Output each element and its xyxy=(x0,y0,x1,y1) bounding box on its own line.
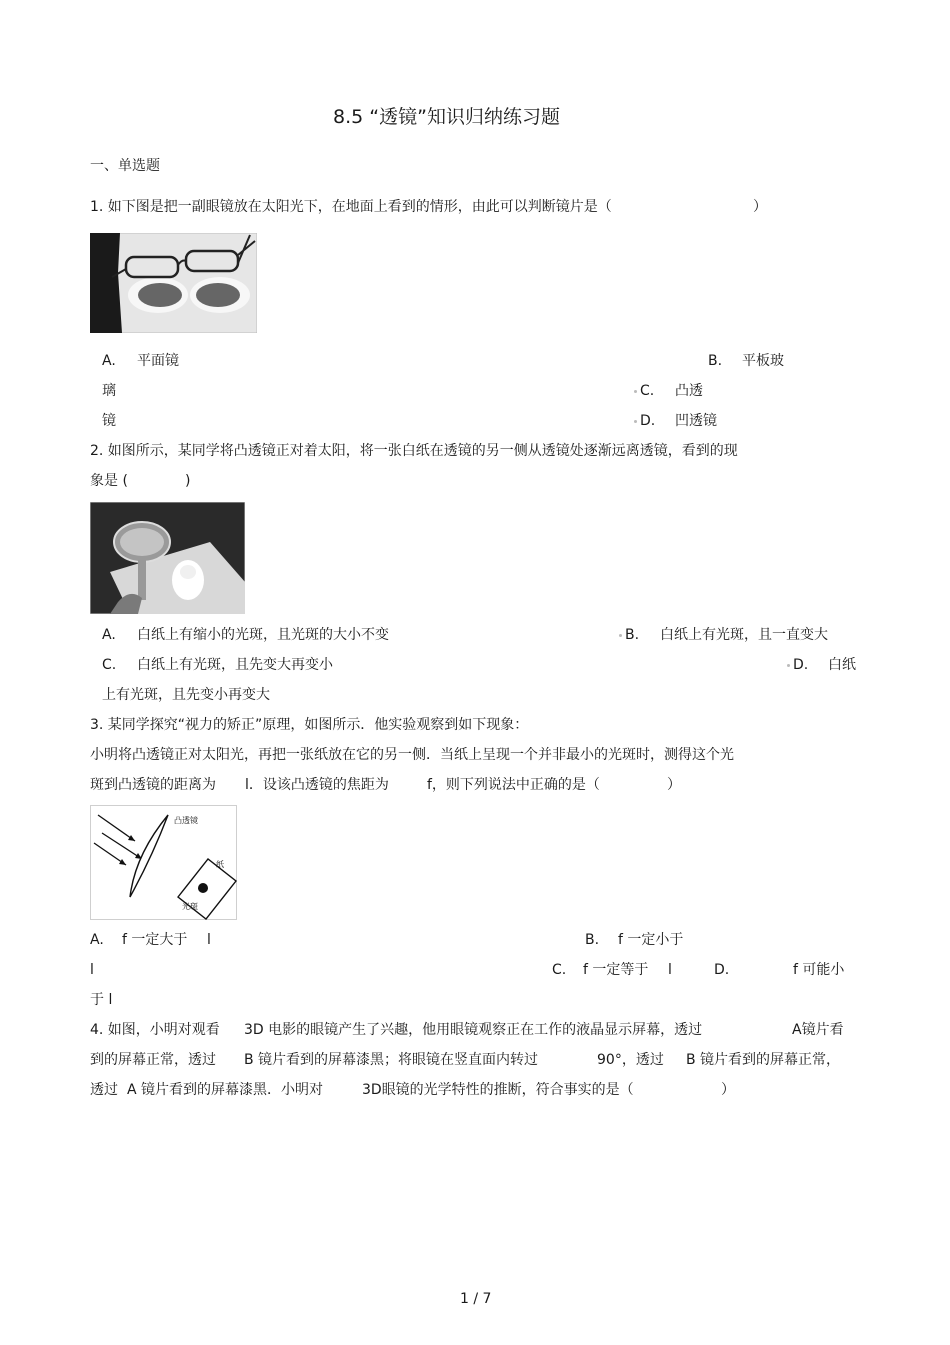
q3-stem-line3b: l．设该凸透镜的焦距为 xyxy=(245,777,389,793)
lens-label: 凸透镜 xyxy=(174,816,198,825)
q1-option-b-label: B. xyxy=(708,353,723,369)
q2-option-c-text: 白纸上有光斑，且先变大再变小 xyxy=(137,657,333,673)
q3-figure-lens-diagram xyxy=(90,805,237,920)
separator-dot xyxy=(634,420,637,423)
q2-option-c-label: C. xyxy=(102,657,117,673)
q2-figure-lens-photo xyxy=(90,502,245,614)
q3-stem-line2: 小明将凸透镜正对太阳光，再把一张纸放在它的另一侧．当纸上呈现一个并非最小的光斑时，测得这个光 xyxy=(90,747,734,763)
q1-close-paren: ） xyxy=(753,199,767,215)
q3-option-d-continued: 于 l xyxy=(90,992,113,1008)
q3-option-a-label: A. xyxy=(90,932,104,948)
q2-stem-line1: 2. 如图所示，某同学将凸透镜正对着太阳，将一张白纸在透镜的另一侧从透镜处逐渐远离透镜，看到的现 xyxy=(90,443,738,459)
q1-stem: 1. 如下图是把一副眼镜放在太阳光下，在地面上看到的情形，由此可以判断镜片是（ xyxy=(90,199,612,215)
separator-dot xyxy=(619,634,622,637)
q3-option-c-text: f 一定等于 xyxy=(583,962,649,978)
q3-option-b-l: l xyxy=(90,962,94,978)
q3-stem-line1: 3. 某同学探究“视力的矫正”原理，如图所示．他实验观察到如下现象： xyxy=(90,717,529,733)
q4-line1c: A镜片看 xyxy=(792,1022,844,1038)
q3-option-b-label: B. xyxy=(585,932,600,948)
q1-option-d-label: D. xyxy=(640,413,656,429)
q2-option-a-label: A. xyxy=(102,627,116,643)
q2-option-a-text: 白纸上有缩小的光斑，且光斑的大小不变 xyxy=(137,627,389,643)
q4-line2d: B 镜片看到的屏幕正常， xyxy=(686,1052,841,1068)
separator-dot xyxy=(787,664,790,667)
q1-option-c-text: 凸透 xyxy=(675,383,703,399)
spot-label: 光斑 xyxy=(182,902,198,911)
q2-option-d-label: D. xyxy=(793,657,809,673)
q1-option-c-label: C. xyxy=(640,383,655,399)
q3-option-a-text: f 一定大于 xyxy=(122,932,188,948)
q4-line3a: 透过 xyxy=(90,1082,118,1098)
paper-label: 纸 xyxy=(216,860,224,869)
q1-option-d-text: 凹透镜 xyxy=(675,413,717,429)
q4-line2a: 到的屏幕正常，透过 xyxy=(90,1052,216,1068)
q1-option-a-text: 平面镜 xyxy=(137,353,179,369)
q3-option-c-label: C. xyxy=(552,962,567,978)
q2-stem-line2: 象是 ( xyxy=(90,473,128,489)
q1-option-c-continued: 镜 xyxy=(102,413,116,429)
q2-option-b-label: B. xyxy=(625,627,640,643)
q3-option-d-label: D. xyxy=(714,962,730,978)
q4-line3c: 3D眼镜的光学特性的推断，符合事实的是（ xyxy=(362,1082,634,1098)
page-title: 8.5 “透镜”知识归纳练习题 xyxy=(333,106,560,128)
q2-option-b-text: 白纸上有光斑，且一直变大 xyxy=(660,627,828,643)
q3-close-paren: ） xyxy=(667,777,681,793)
q3-option-d-text: f 可能小 xyxy=(793,962,845,978)
q3-option-c-l: l xyxy=(668,962,672,978)
q1-option-b-continued: 璃 xyxy=(102,383,116,399)
q2-option-d-continued: 上有光斑，且先变小再变大 xyxy=(102,687,270,703)
q1-figure-glasses-photo xyxy=(90,233,257,333)
q4-line2c: 90°，透过 xyxy=(597,1052,664,1068)
q4-line3b: A 镜片看到的屏幕漆黑．小明对 xyxy=(127,1082,324,1098)
q2-option-d-text: 白纸 xyxy=(828,657,856,673)
q1-option-b-text: 平板玻 xyxy=(742,353,784,369)
q3-stem-line3a: 斑到凸透镜的距离为 xyxy=(90,777,216,793)
q4-close-paren: ） xyxy=(721,1082,735,1098)
q3-option-b-text: f 一定小于 xyxy=(618,932,684,948)
q2-close-paren: ) xyxy=(185,473,191,489)
q1-option-a-label: A. xyxy=(102,353,116,369)
q3-option-a-l: l xyxy=(207,932,211,948)
q4-line1a: 4. 如图，小明对观看 xyxy=(90,1022,220,1038)
separator-dot xyxy=(634,390,637,393)
q4-line1b: 3D 电影的眼镜产生了兴趣，他用眼镜观察正在工作的液晶显示屏幕，透过 xyxy=(244,1022,703,1038)
page-number: 1 / 7 xyxy=(460,1291,492,1307)
q3-stem-line3c: f，则下列说法中正确的是（ xyxy=(427,777,600,793)
q4-line2b: B 镜片看到的屏幕漆黑；将眼镜在竖直面内转过 xyxy=(244,1052,539,1068)
section-heading: 一、单选题 xyxy=(90,158,160,174)
